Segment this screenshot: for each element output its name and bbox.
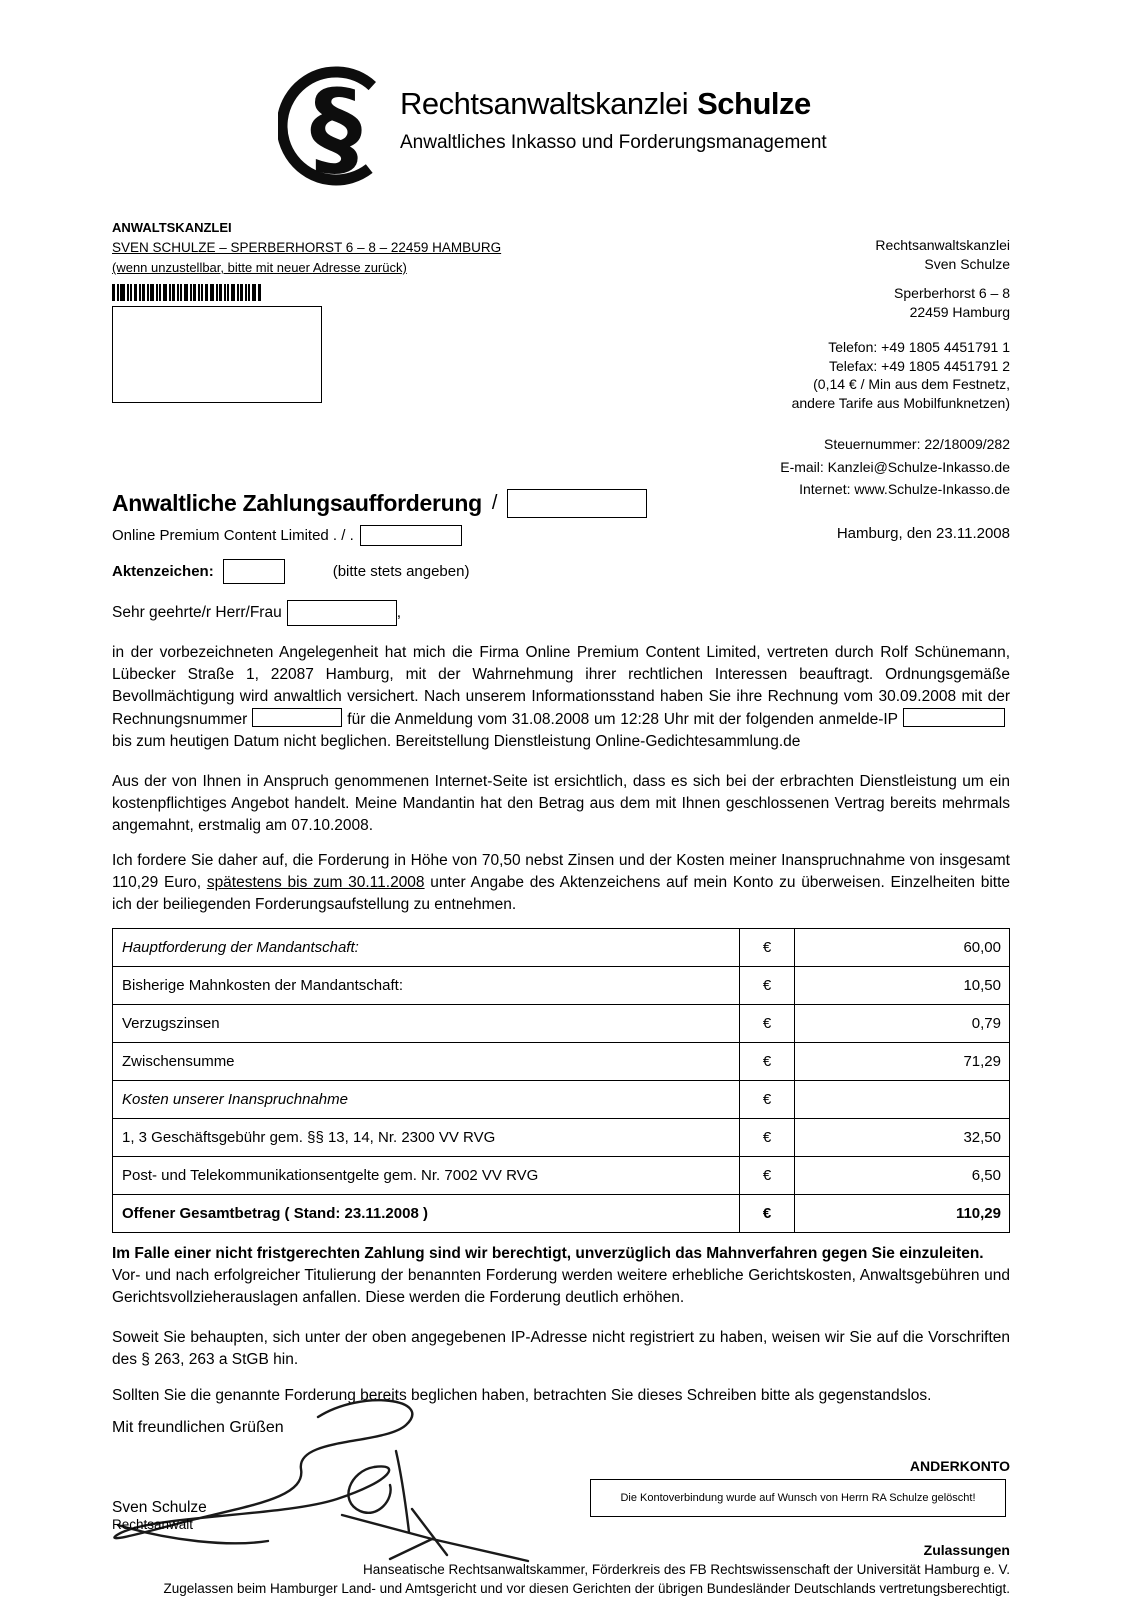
firm-name-regular: Rechtsanwaltskanzlei: [400, 86, 689, 121]
currency-cell: €: [740, 1043, 795, 1081]
paragraph-mandate-seg2: für die Anmeldung vom 31.08.2008 um 12:28 Uhr mit der folgenden anmelde-IP: [347, 711, 898, 728]
sender-line-address: SVEN SCHULZE – SPERBERHORST 6 – 8 – 22459 HAMBURG: [112, 240, 502, 255]
claim-amount: 32,50: [795, 1119, 1010, 1157]
table-row: [113, 1043, 1010, 1081]
salutation-row: [112, 600, 1010, 626]
paragraph-mandate: [112, 642, 1010, 753]
currency-cell: €: [740, 967, 795, 1005]
table-row-total: [113, 1195, 1010, 1233]
redaction-box-case-reference: [507, 489, 647, 518]
contact-email: E-mail: Kanzlei@Schulze-Inkasso.de: [780, 458, 1010, 475]
paragraph-warning: [112, 1243, 1010, 1309]
currency-cell: €: [740, 1005, 795, 1043]
paragraph-demand-seg1: Ich fordere Sie daher auf, die Forderung in Höhe von 70,50 nebst Zinsen und der Kosten meiner Inanspruchnahme von insgesamt 110,29 Euro,: [112, 852, 1010, 891]
signer-title: Rechtsanwalt: [112, 1517, 194, 1532]
table-row: [113, 929, 1010, 967]
anderkonto-heading: ANDERKONTO: [909, 1458, 1010, 1474]
claim-label: Zwischensumme: [113, 1043, 740, 1081]
paragraph-paid-note: Sollten Sie die genannte Forderung bereits beglichen haben, betrachten Sie dieses Schreiben bitte als gegenstandslos.: [112, 1387, 932, 1404]
sender-line-return-note: (wenn unzustellbar, bitte mit neuer Adresse zurück): [112, 260, 407, 275]
date-line: Hamburg, den 23.11.2008: [836, 525, 1010, 542]
paragraph-demand-seg2: unter Angabe des Aktenzeichens auf mein Konto zu überweisen. Einzelheiten bitte ich der beiliegenden Forderungsaufstellung zu entnehmen.: [112, 874, 1011, 913]
contact-phone-note2: andere Tarife aus Mobilfunknetzen): [791, 394, 1010, 411]
claim-label: Post- und Telekommunikationsentgelte gem. Nr. 7002 VV RVG: [113, 1157, 740, 1195]
contact-fax: Telefax: +49 1805 4451791 2: [829, 357, 1010, 374]
signer-name: Sven Schulze: [112, 1499, 207, 1516]
claim-label: Kosten unserer Inanspruchnahme: [113, 1081, 740, 1119]
contact-phone-note1: (0,14 € / Min aus dem Festnetz,: [813, 376, 1010, 392]
table-row: [113, 967, 1010, 1005]
firm-subtitle: Anwaltliches Inkasso und Forderungsmanagement: [400, 132, 827, 153]
claim-amount: [795, 1081, 1010, 1119]
footer-line2: Zugelassen beim Hamburger Land- und Amtsgericht und vor diesen Gerichten der übrigen Bundesländer Deutschlands vertretungsberechtigt.: [163, 1581, 1010, 1596]
table-row: [113, 1119, 1010, 1157]
redaction-box-file-number: [223, 559, 285, 584]
sender-line-kanzlei: ANWALTSKANZLEI: [112, 220, 232, 235]
recipient-address-window-box: [112, 306, 322, 403]
file-number-note: (bitte stets angeben): [332, 562, 470, 580]
anderkonto-note: Die Kontoverbindung wurde auf Wunsch von Herrn RA Schulze gelöscht!: [620, 1492, 976, 1504]
redaction-box-ip-address: [903, 708, 1005, 727]
payment-deadline: spätestens bis zum 30.11.2008: [206, 874, 425, 891]
contact-block: [650, 236, 1010, 501]
contact-internet: Internet: www.Schulze-Inkasso.de: [799, 481, 1010, 497]
letterhead: [278, 48, 1018, 208]
claim-amount: 0,79: [795, 1005, 1010, 1043]
document-title: Anwaltliche Zahlungsaufforderung: [112, 489, 482, 516]
sender-return-address: [112, 218, 632, 278]
paragraph-demand: [112, 850, 1010, 916]
claim-label: Verzugszinsen: [113, 1005, 740, 1043]
barcode: [112, 284, 264, 301]
salutation-text: Sehr geehrte/r Herr/Frau: [112, 604, 282, 621]
claim-amount: 71,29: [795, 1043, 1010, 1081]
anderkonto-section: [590, 1458, 1010, 1517]
party-row: [112, 524, 1010, 546]
anderkonto-note-box: [590, 1479, 1006, 1517]
claim-label: Hauptforderung der Mandantschaft:: [113, 929, 740, 967]
file-number-label: Aktenzeichen:: [112, 562, 214, 580]
footer-line1: Hanseatische Rechtsanwaltskammer, Förderkreis des FB Rechtswissenschaft der Universität Hamburg e. V.: [362, 1562, 1010, 1577]
claim-total-label: Offener Gesamtbetrag ( Stand: 23.11.2008 ): [113, 1195, 740, 1233]
firm-name: [400, 86, 811, 122]
paragraph-ip-note: Soweit Sie behaupten, sich unter der oben angegebenen IP-Adresse nicht registriert zu haben, weisen wir Sie auf die Vorschriften des § 263, 263 a StGB hin.: [112, 1329, 1010, 1368]
claim-amount: 60,00: [795, 929, 1010, 967]
contact-tax-number: Steuernummer: 22/18009/282: [823, 436, 1010, 452]
table-row: [113, 1005, 1010, 1043]
footer-admissions: [70, 1541, 1010, 1598]
closing-regards: Mit freundlichen Grüßen: [112, 1419, 284, 1436]
contact-firm: Rechtsanwaltskanzlei: [875, 237, 1010, 253]
paragraph-warning-rest: Vor- und nach erfolgreicher Titulierung der benannten Forderung werden weitere erhebliche Gerichtskosten, Anwaltsgebühren und Gerichtsvollzieherauslagen anfallen. Diese werden die Forderung deutlich erhöhen.: [112, 1267, 1010, 1306]
currency-cell: €: [740, 1157, 795, 1195]
title-separator: /: [491, 491, 498, 514]
claim-amount: 6,50: [795, 1157, 1010, 1195]
redaction-box-invoice-number: [252, 708, 342, 727]
claim-total-amount: 110,29: [795, 1195, 1010, 1233]
party-line: Online Premium Content Limited . / .: [112, 526, 354, 544]
svg-text:§: §: [310, 67, 362, 189]
firm-name-bold: Schulze: [697, 86, 811, 121]
letter-body: [112, 488, 1010, 1532]
paragraph-sign-logo-icon: [278, 52, 400, 200]
claim-label: 1, 3 Geschäftsgebühr gem. §§ 13, 14, Nr. 2300 VV RVG: [113, 1119, 740, 1157]
contact-city: 22459 Hamburg: [909, 303, 1010, 320]
paragraph-warning-bold: Im Falle einer nicht fristgerechten Zahlung sind wir berechtigt, unverzüglich das Mahnverfahren gegen Sie einzuleiten.: [112, 1245, 984, 1262]
contact-phone: Telefon: +49 1805 4451791 1: [828, 339, 1010, 355]
contact-name: Sven Schulze: [924, 255, 1010, 272]
salutation-comma: ,: [396, 604, 402, 621]
redaction-box-opponent-reference: [360, 525, 462, 546]
subject-row: [112, 488, 1010, 518]
redaction-box-recipient-name: [287, 600, 397, 626]
currency-cell: €: [740, 929, 795, 967]
footer-heading: Zulassungen: [923, 1542, 1010, 1558]
paragraph-mandate-seg3: bis zum heutigen Datum nicht beglichen. Bereitstellung Dienstleistung Online-Gedichtesammlung.de: [112, 733, 801, 750]
table-row: [113, 1081, 1010, 1119]
paragraph-service: Aus der von Ihnen in Anspruch genommenen Internet-Seite ist ersichtlich, dass es sich bei der erbrachten Dienstleistung um ein kostenpflichtiges Angebot handelt. Meine Mandantin hat den Betrag aus dem mit Ihnen geschlossenen Vertrag bereits mehrmals angemahnt, erstmalig am 07.10.2008.: [112, 773, 1010, 834]
claim-label: Bisherige Mahnkosten der Mandantschaft:: [113, 967, 740, 1005]
claim-amount: 10,50: [795, 967, 1010, 1005]
paragraph-mandate-seg1: in der vorbezeichneten Angelegenheit hat mich die Firma Online Premium Content Limited, vertreten durch Rolf Schünemann, Lübecker Straße 1, 22087 Hamburg, mit der Wahrnehmung ihrer rechtlichen Interessen beauftragt. Ordnungsgemäße Bevollmächtigung wird anwaltlich versichert. Nach unserem Informationsstand haben Sie ihre Rechnung vom 30.09.2008 mit der Rechnungsnummer: [112, 644, 1010, 728]
currency-cell: €: [740, 1195, 795, 1233]
file-number-row: [112, 558, 1010, 584]
currency-cell: €: [740, 1119, 795, 1157]
claims-table: [112, 928, 1010, 1233]
table-row: [113, 1157, 1010, 1195]
currency-cell: €: [740, 1081, 795, 1119]
contact-street: Sperberhorst 6 – 8: [894, 285, 1010, 301]
